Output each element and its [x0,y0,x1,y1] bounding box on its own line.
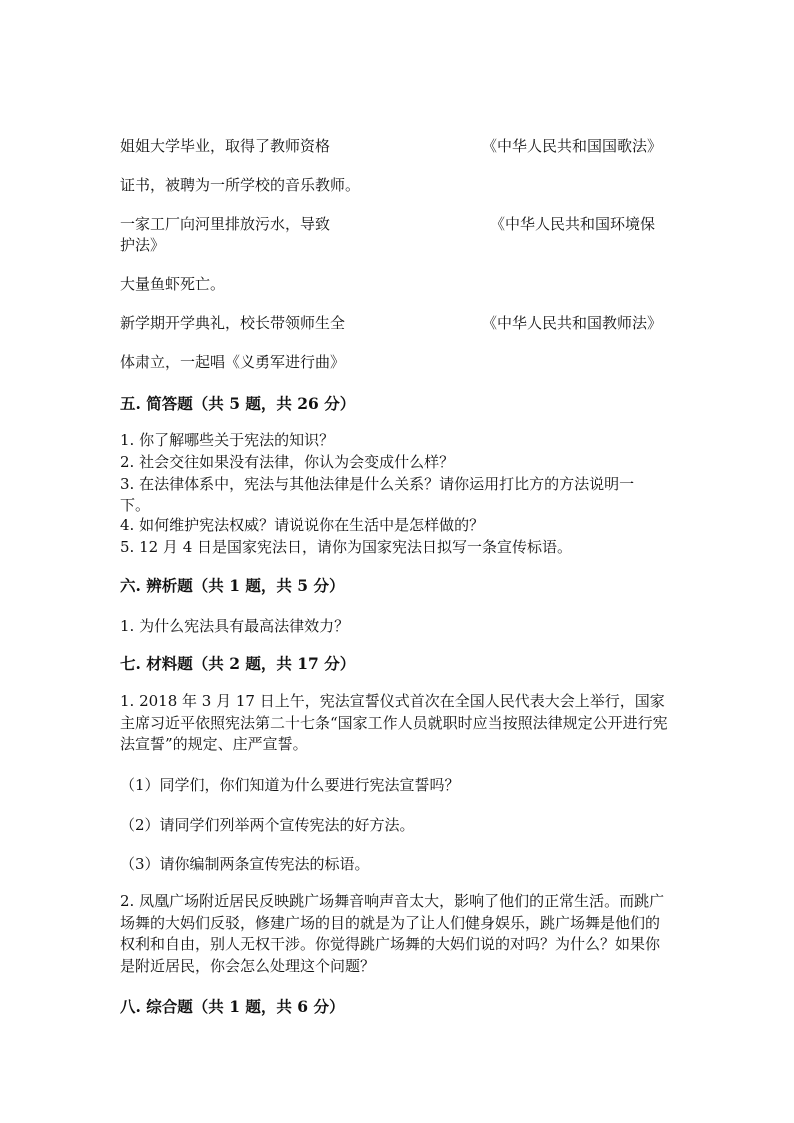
section-5-title: 五. 简答题（共 5 题，共 26 分） [120,394,356,413]
section-8-title: 八. 综合题（共 1 题，共 6 分） [120,997,345,1016]
section-7-title: 七. 材料题（共 2 题，共 17 分） [120,654,356,673]
matching-right-3: 《中华人民共和国教师法》 [482,314,663,332]
section-5-item-3-cont: 下。 [120,496,151,514]
matching-right-1: 《中华人民共和国国歌法》 [482,137,663,155]
section-7-question-2: 2. 凤凰广场附近居民反映跳广场舞音响声音太大，影响了他们的正常生活。而跳广场舞的大妈们反驳，修建广场的目的就是为了让人们健身娱乐，跳广场舞是他们的权利和自由，别人无权干涉。你觉得跳广场舞的大妈们说的对吗？为什么？如果你是附近居民，你会怎么处理这个问题？ [120,892,665,975]
matching-left-3-cont: 体肃立，一起唱《义勇军进行曲》 [120,353,346,371]
section-7-q1-sub-3: （3）请你编制两条宣传宪法的标语。 [120,855,370,873]
section-5-item-1: 1. 你了解哪些关于宪法的知识？ [120,431,335,449]
section-6-item-1: 1. 为什么宪法具有最高法律效力？ [120,617,350,635]
matching-right-2-cont: 护法》 [120,236,166,254]
section-7-q1-sub-1: （1）同学们，你们知道为什么要进行宪法宣誓吗？ [120,776,460,794]
section-6-title: 六. 辨析题（共 1 题，共 5 分） [120,576,345,595]
section-7-question-1: 1. 2018 年 3 月 17 日上午，宪法宣誓仪式首次在全国人民代表大会上举行，国家主席习近平依照宪法第二十七条“国家工作人员就职时应当按照法律规定公开进行宪法宣誓”的规定、庄严宣誓。 [120,692,668,753]
matching-left-2: 一家工厂向河里排放污水，导致 [120,215,331,233]
section-5-item-4: 4. 如何维护宪法权威？请说说你在生活中是怎样做的？ [120,516,485,534]
section-5-item-2: 2. 社会交往如果没有法律，你认为会变成什么样？ [120,453,455,471]
section-5-item-5: 5. 12 月 4 日是国家宪法日，请你为国家宪法日拟写一条宣传标语。 [120,538,573,556]
matching-left-1: 姐姐大学毕业，取得了教师资格 [120,137,331,155]
matching-left-2-cont: 大量鱼虾死亡。 [120,275,226,293]
section-5-item-3: 3. 在法律体系中，宪法与其他法律是什么关系？请你运用打比方的方法说明一 [120,475,635,493]
matching-left-3: 新学期开学典礼，校长带领师生全 [120,314,346,332]
matching-left-1-cont: 证书，被聘为一所学校的音乐教师。 [120,176,361,194]
matching-right-2: 《中华人民共和国环境保 [490,215,656,233]
section-7-q1-sub-2: （2）请同学们列举两个宣传宪法的好方法。 [120,816,415,834]
